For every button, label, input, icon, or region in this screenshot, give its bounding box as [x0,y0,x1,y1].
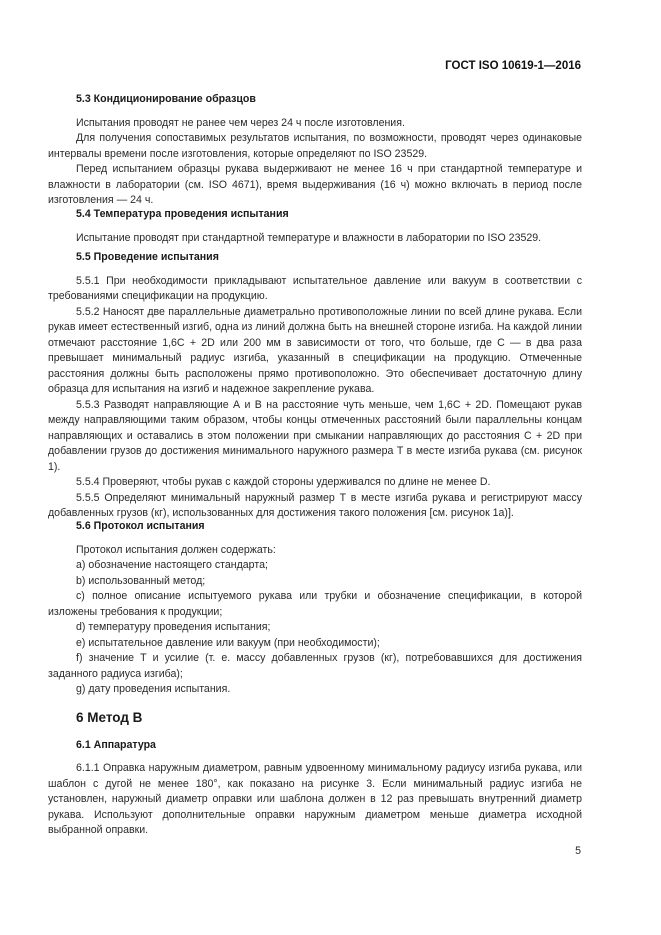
document-id-header: ГОСТ ISO 10619-1—2016 [445,60,581,72]
list-item: b) использованный метод; [76,574,206,587]
paragraph-5-5-1: 5.5.1 При необходимости прикладывают испытательное давление или вакуум в соответствии с требованиями спецификации на продукцию. [48,274,582,302]
paragraph-5-5-2: 5.5.2 Наносят две параллельные диаметрально противоположные линии по всей длине рукава. Если рукав имеет естественный изгиб, одна из линий должна быть на внешней стороне изгиба. На каждой линии отмечают расстояние 1,6C + 2D или 200 мм в зависимости от того, что больше, где C — в два раза превышает минимальный радиус изгиба, указанный в спецификации на продукцию. Отмеченные расстояния должны быть расположены прямо противоположно. Это обеспечивает достаточную длину образца для испытания на изгиб и надежное закрепление рукава. [48,305,582,395]
heading-6-1: 6.1 Аппаратура [76,738,156,751]
section-5-4 [48,207,582,246]
paragraph: Испытание проводят при стандартной температуре и влажности в лаборатории по ISO 23529. [76,231,542,244]
list-item: c) полное описание испытуемого рукава или трубки и обозначение спецификации, в которой изложены требования к продукции; [48,590,582,618]
list-item: f) значение T и усилие (т. е. массу добавленных грузов (кг), потребовавшихся для достижения заданного радиуса изгиба); [48,652,582,680]
paragraph-6-1-1: 6.1.1 Оправка наружным диаметром, равным удвоенному минимальному радиусу изгиба рукава, или шаблон с дугой не менее 180°, как показано на рисунке 3. Если минимальный радиус изгиба не установлен, наружный диаметр оправки или шаблона должен в 12 раз превышать внутренний диаметр рукава. Используют дополнительные оправки наружным диаметром меньше диаметра исходной выбранной оправки. [48,762,582,836]
section-5-6 [48,519,582,698]
paragraph-5-5-5: 5.5.5 Определяют минимальный наружный размер T в месте изгиба рукава и регистрируют массу добавленных грузов (кг), использованных для достижения такого положения [см. рисунок 1а)]. [48,491,582,519]
paragraph-5-5-4: 5.5.4 Проверяют, чтобы рукав с каждой стороны удерживался по длине не менее D. [76,476,491,488]
paragraph: Перед испытанием образцы рукава выдерживают не менее 16 ч при стандартной температуре и влажности в лаборатории (см. ISO 4671), время выдерживания (16 ч) можно включать в период после изготовления — 24 ч. [48,163,582,206]
section-6 [48,710,582,839]
list-intro: Протокол испытания должен содержать: [76,543,276,556]
section-5-5 [48,250,582,522]
heading-5-5: 5.5 Проведение испытания [76,251,219,263]
list-item: d) температуру проведения испытания; [76,621,271,633]
list-item: e) испытательное давление или вакуум (при необходимости); [76,636,380,649]
page-number: 5 [575,845,581,857]
heading-5-3: 5.3 Кондиционирование образцов [76,93,256,105]
heading-6: 6 Метод В [76,710,143,725]
section-5-3 [48,92,582,209]
heading-5-4: 5.4 Температура проведения испытания [76,208,289,220]
list-item: g) дату проведения испытания. [76,683,231,695]
paragraph: Испытания проводят не ранее чем через 24 ч после изготовления. [76,116,405,129]
paragraph: Для получения сопоставимых результатов испытания, по возможности, проводят через одинаковые интервалы времени после изготовления, которые определяют по ISO 23529. [48,132,582,160]
list-item: a) обозначение настоящего стандарта; [76,559,268,571]
heading-5-6: 5.6 Протокол испытания [76,520,205,532]
paragraph-5-5-3: 5.5.3 Разводят направляющие А и В на расстояние чуть меньше, чем 1,6C + 2D. Помещают рукав между направляющими таким образом, чтобы концы отмеченных расстояний были параллельны концам направляющих и оставались в этом положении при смыкании направляющих до расстояния C + 2D при добавлении грузов до достижения минимального наружного размера T в месте изгиба рукава (см. рисунок 1). [48,398,582,473]
